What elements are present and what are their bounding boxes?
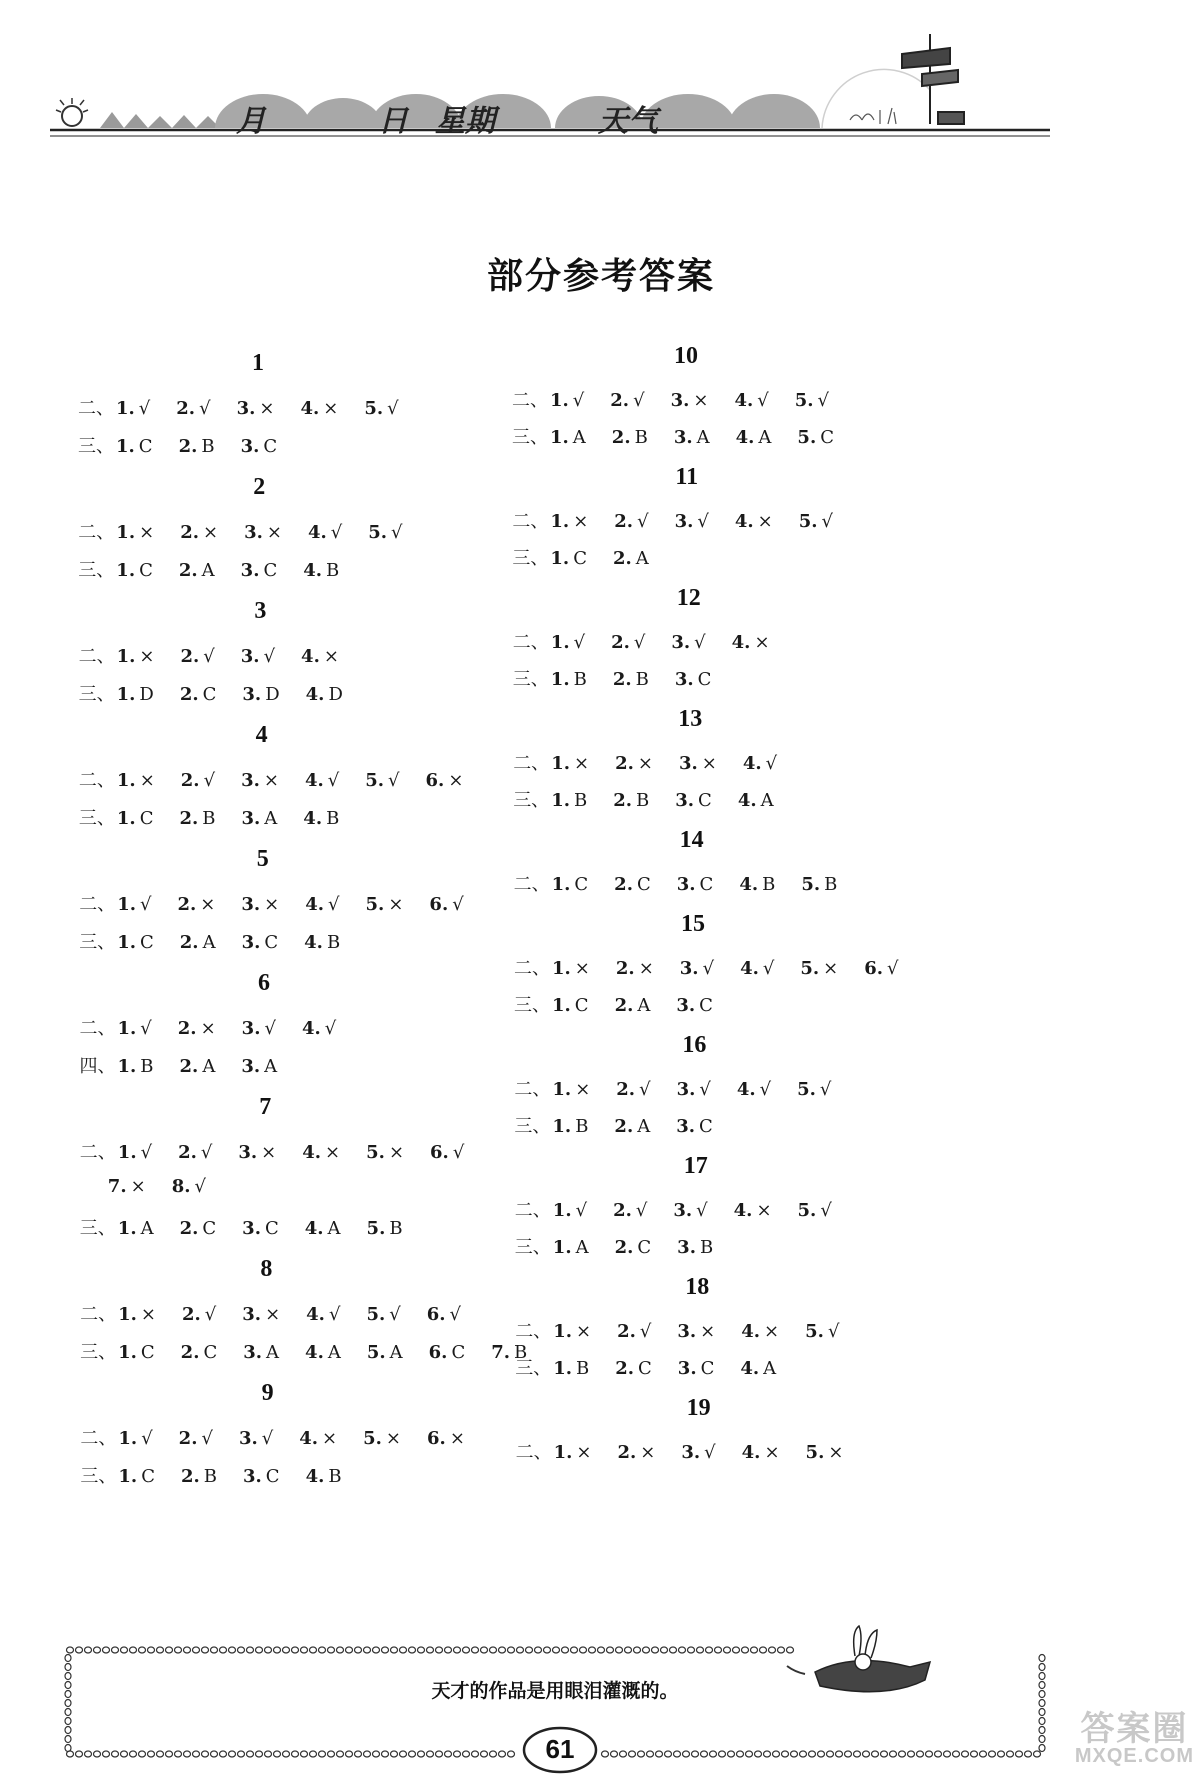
answer-item: 5. √	[805, 1321, 840, 1342]
answer-item: 3. C	[240, 436, 278, 457]
answer-line	[80, 1338, 553, 1364]
answer-item: 3. B	[677, 1237, 714, 1258]
answer-item: 2. ×	[617, 1442, 656, 1463]
section-number: 3	[254, 598, 267, 624]
answer-item: 2. C	[179, 1218, 217, 1239]
answer-item: 2. √	[613, 1200, 648, 1221]
section-number: 10	[674, 343, 698, 369]
answer-item: 5. √	[797, 1079, 832, 1100]
day-label: 日	[378, 104, 408, 139]
answer-item: 4. B	[303, 808, 340, 829]
answer-line	[515, 1233, 739, 1259]
answer-item: 3. √	[673, 1200, 708, 1221]
question-part-label: 三、	[80, 1466, 117, 1487]
answer-item: 4. √	[304, 770, 340, 791]
answer-line	[512, 507, 859, 533]
answer-item: 3. D	[242, 684, 280, 705]
answer-item: 5. B	[366, 1218, 403, 1239]
watermark	[1075, 1712, 1194, 1766]
answer-item: 2. C	[614, 1237, 652, 1258]
page-number: 61	[545, 1734, 575, 1764]
question-part-label: 三、	[79, 932, 116, 953]
answer-item: 4. ×	[741, 1321, 780, 1342]
answer-item: 3. A	[241, 808, 278, 829]
answer-item: 2. √	[180, 646, 215, 667]
question-part-label: 三、	[512, 427, 548, 448]
question-part-label: 三、	[78, 436, 114, 457]
answer-item: 3. A	[243, 1342, 280, 1363]
answer-item: 4. B	[304, 932, 341, 953]
question-part-label: 二、	[515, 1442, 552, 1463]
section-number: 4	[255, 722, 268, 748]
answer-line	[80, 1138, 491, 1164]
answer-line	[80, 1300, 487, 1326]
answer-item: 3. √	[671, 632, 706, 653]
answer-item: 1. B	[551, 790, 588, 811]
question-part-label: 二、	[78, 522, 115, 543]
answer-item: 3. C	[242, 1218, 279, 1239]
answer-item: 4. √	[307, 522, 343, 543]
answer-item: 2. ×	[615, 753, 653, 774]
answer-item: 2. ×	[177, 894, 216, 915]
answer-item: 7. B	[491, 1342, 528, 1363]
question-part-label: 三、	[79, 1218, 116, 1239]
answer-item: 3. C	[241, 932, 279, 953]
answer-item: 2. C	[179, 684, 217, 705]
answer-item: 5. ×	[800, 958, 839, 979]
section-number: 19	[686, 1395, 711, 1421]
answer-item: 1. B	[550, 669, 587, 690]
answer-item: 1. ×	[551, 753, 590, 774]
question-part-label: 二、	[512, 632, 549, 653]
answer-item: 3. ×	[238, 1142, 277, 1163]
answer-item: 2. A	[179, 932, 216, 953]
question-part-label: 二、	[512, 511, 549, 532]
answer-line	[513, 749, 803, 775]
answer-item: 7. ×	[107, 1176, 146, 1197]
answer-item: 2. B	[180, 1466, 217, 1487]
answer-item: 1. C	[118, 1466, 155, 1487]
section-number: 5	[256, 846, 269, 872]
answer-line	[80, 1052, 304, 1078]
answer-item: 3. ×	[241, 770, 279, 791]
question-part-label: 二、	[514, 958, 550, 979]
answer-item: 5. √	[365, 770, 400, 791]
answer-item: 3. C	[240, 560, 278, 581]
answer-item: 3. ×	[241, 894, 280, 915]
answer-line	[79, 928, 366, 954]
answer-item: 4. ×	[300, 398, 339, 419]
answer-item: 3. ×	[244, 522, 282, 543]
answer-item: 4. A	[305, 1342, 341, 1363]
answer-item: 4. A	[737, 790, 774, 811]
answer-item: 1. B	[552, 1116, 589, 1137]
question-part-label: 二、	[513, 753, 550, 774]
answer-item: 2. √	[617, 1321, 652, 1342]
answer-item: 3. √	[241, 1018, 276, 1039]
answer-item: 1. √	[118, 1428, 153, 1449]
answer-item: 8. √	[171, 1176, 206, 1197]
answer-line	[514, 870, 864, 896]
answer-item: 2. B	[613, 790, 650, 811]
answer-item: 4. ×	[299, 1428, 338, 1449]
answer-item: 2. B	[612, 669, 649, 690]
answer-item: 2. C	[614, 874, 651, 895]
answer-item: 1. ×	[116, 522, 155, 543]
answer-line	[78, 518, 428, 544]
answer-item: 1. C	[116, 808, 154, 829]
answer-item: 1. ×	[552, 1079, 591, 1100]
answer-line	[514, 954, 925, 980]
question-part-label: 三、	[513, 790, 550, 811]
question-part-label: 三、	[514, 1116, 551, 1137]
answer-item: 4. √	[742, 753, 778, 774]
answer-item: 2. √	[180, 770, 216, 791]
question-part-label: 三、	[514, 995, 550, 1016]
answer-item: 1. √	[117, 1142, 153, 1163]
answer-item: 5. ×	[366, 1142, 405, 1163]
answer-item: 2. B	[179, 808, 216, 829]
answer-item: 1. C	[551, 874, 589, 895]
answer-line	[108, 1176, 232, 1197]
answer-item: 5. ×	[365, 894, 404, 915]
section-number: 11	[675, 464, 699, 490]
answer-line	[513, 665, 738, 691]
answer-item: 1. √	[550, 632, 586, 653]
answer-item: 5. A	[366, 1342, 403, 1363]
answer-item: 2. √	[178, 1142, 213, 1163]
answer-item: 3. ×	[236, 398, 275, 419]
answer-item: 3. C	[676, 995, 713, 1016]
answer-item: 2. √	[611, 632, 646, 653]
question-part-label: 四、	[79, 1056, 116, 1077]
answer-item: 1. D	[116, 684, 154, 705]
section-number: 14	[679, 827, 704, 853]
answer-line	[79, 890, 490, 916]
answer-item: 1. ×	[553, 1321, 592, 1342]
answer-line	[512, 544, 674, 570]
answer-line	[79, 642, 365, 668]
answer-item: 6. ×	[425, 770, 464, 791]
answer-item: 2. √	[176, 398, 211, 419]
answer-line	[516, 1438, 870, 1464]
answer-line	[515, 1354, 802, 1380]
answer-item: 5. √	[797, 1200, 832, 1221]
answer-item: 3. √	[679, 958, 715, 979]
header-decoration	[50, 20, 1050, 160]
answer-item: 5. ×	[363, 1428, 402, 1449]
answer-item: 5. C	[797, 427, 834, 448]
answer-item: 1. B	[117, 1056, 154, 1077]
answer-line	[513, 786, 799, 812]
watermark-logo-text: 答案圈	[1080, 1710, 1189, 1748]
answer-item: 3. ×	[242, 1304, 281, 1325]
answer-item: 3. C	[676, 874, 714, 895]
answer-item: 2. A	[179, 1056, 216, 1077]
answer-line	[80, 1214, 429, 1240]
answer-item: 2. ×	[177, 1018, 216, 1039]
answer-item: 6. √	[426, 1304, 461, 1325]
section-number: 16	[682, 1032, 707, 1058]
answer-item: 2. ×	[615, 958, 654, 979]
answer-item: 4. A	[735, 427, 772, 448]
answer-item: 5. √	[366, 1304, 401, 1325]
answer-item: 4. B	[739, 874, 776, 895]
question-part-label: 二、	[79, 1142, 116, 1163]
answer-line	[78, 432, 303, 458]
section-number: 18	[685, 1274, 710, 1300]
answer-item: 6. C	[428, 1342, 466, 1363]
answer-item: 1. ×	[553, 1442, 592, 1463]
question-part-label: 二、	[78, 398, 114, 419]
answer-item: 4. ×	[301, 646, 339, 667]
answer-item: 1. A	[117, 1218, 154, 1239]
question-part-label: 三、	[80, 1342, 117, 1363]
answer-item: 4. B	[305, 1466, 342, 1487]
answer-line	[79, 680, 369, 706]
answer-item: 3. √	[238, 1428, 274, 1449]
section-number: 8	[260, 1256, 273, 1282]
section-number: 1	[252, 350, 264, 376]
answer-item: 6. √	[430, 1142, 465, 1163]
question-part-label: 二、	[79, 1018, 116, 1039]
answer-line	[513, 628, 796, 654]
answer-item: 1. C	[550, 548, 587, 569]
question-part-label: 二、	[80, 1428, 117, 1449]
answer-item: 3. √	[674, 511, 709, 532]
answer-item: 3. C	[675, 790, 712, 811]
answer-line	[80, 1424, 491, 1450]
answer-item: 6. √	[429, 894, 464, 915]
answer-item: 5. ×	[805, 1442, 844, 1463]
answer-line	[80, 1014, 363, 1040]
answer-item: 4. ×	[302, 1142, 341, 1163]
answer-item: 3. √	[681, 1442, 716, 1463]
answer-item: 4. B	[303, 560, 340, 581]
answer-item: 5. √	[368, 522, 403, 543]
answer-item: 2. A	[614, 995, 651, 1016]
signpost-icon	[902, 34, 964, 124]
motto-text: 天才的作品是用眼泪灌溉的。	[431, 1680, 679, 1702]
section-number: 12	[676, 585, 701, 611]
answer-item: 4. √	[736, 1079, 772, 1100]
answer-item: 1. √	[116, 398, 151, 419]
answer-item: 1. A	[552, 1237, 589, 1258]
section-number: 13	[678, 706, 703, 732]
answer-item: 1. C	[552, 995, 589, 1016]
answer-item: 5. √	[798, 511, 834, 532]
answer-item: 4. A	[304, 1218, 341, 1239]
section-number: 2	[253, 474, 266, 500]
page-title: 部分参考答案	[486, 256, 715, 297]
answer-item: 1. A	[550, 427, 586, 448]
answer-item: 1. ×	[116, 646, 155, 667]
answer-item: 2. C	[615, 1358, 652, 1379]
section-number: 7	[259, 1094, 272, 1120]
answer-item: 2. B	[611, 427, 648, 448]
answer-line	[78, 556, 365, 582]
answer-item: 2. √	[610, 390, 645, 411]
answer-item: 2. √	[616, 1079, 651, 1100]
answer-item: 1. √	[552, 1200, 588, 1221]
answer-item: 4. ×	[733, 1200, 772, 1221]
answer-item: 4. √	[740, 958, 775, 979]
answer-item: 2. A	[612, 548, 649, 569]
answer-item: 3. C	[243, 1466, 280, 1487]
answer-item: 1. ×	[118, 1304, 156, 1325]
question-part-label: 三、	[78, 684, 115, 705]
answer-item: 3. A	[673, 427, 710, 448]
answer-line	[512, 423, 860, 449]
answer-item: 4. √	[734, 390, 769, 411]
answer-item: 1. B	[553, 1358, 590, 1379]
answer-line	[79, 766, 490, 792]
answer-item: 3. C	[676, 1116, 713, 1137]
answer-line	[78, 394, 425, 420]
question-part-label: 三、	[512, 669, 549, 690]
answer-line	[515, 1196, 858, 1222]
question-part-label: 二、	[514, 1079, 551, 1100]
answer-item: 3. A	[241, 1056, 278, 1077]
answer-item: 4. D	[305, 684, 343, 705]
weather-label: 天气	[598, 104, 658, 139]
month-label: 月	[236, 104, 266, 139]
question-part-label: 二、	[513, 874, 550, 895]
answer-item: 2. A	[178, 560, 215, 581]
question-part-label: 二、	[514, 1200, 551, 1221]
weekday-label: 星期	[435, 104, 495, 139]
answer-item: 3. √	[240, 646, 276, 667]
answer-item: 1. √	[550, 390, 585, 411]
answer-item: 2. √	[181, 1304, 217, 1325]
question-part-label: 二、	[512, 390, 548, 411]
answer-item: 5. √	[794, 390, 830, 411]
answer-item: 3. ×	[678, 753, 717, 774]
answer-line	[514, 1112, 738, 1138]
page-header-band	[50, 20, 1050, 160]
answer-item: 6. ×	[427, 1428, 465, 1449]
section-number: 6	[258, 970, 270, 996]
answer-item: 3. ×	[670, 390, 709, 411]
question-part-label: 三、	[78, 808, 115, 829]
answer-item: 1. C	[116, 436, 153, 457]
question-part-label: 三、	[78, 560, 115, 581]
question-part-label: 三、	[512, 548, 549, 569]
answer-line	[514, 1075, 857, 1101]
answer-item: 1. C	[118, 1342, 155, 1363]
question-part-label: 二、	[78, 770, 115, 791]
answer-item: 3. √	[676, 1079, 711, 1100]
answer-item: 3. ×	[677, 1321, 716, 1342]
answer-item: 5. B	[801, 874, 838, 895]
answer-line	[515, 1317, 865, 1343]
answer-item: 4. ×	[731, 632, 770, 653]
question-part-label: 三、	[515, 1358, 552, 1379]
answer-item: 1. ×	[550, 511, 589, 532]
answer-line	[79, 804, 365, 830]
sun-icon	[56, 98, 88, 126]
answer-line	[512, 386, 855, 412]
answer-item: 4. √	[305, 894, 340, 915]
answer-line	[514, 991, 739, 1017]
question-part-label: 二、	[80, 1304, 117, 1325]
section-number: 9	[261, 1380, 274, 1406]
answer-item: 4. √	[301, 1018, 337, 1039]
page-footer	[60, 1622, 1050, 1782]
answer-item: 1. √	[117, 1018, 152, 1039]
answer-item: 2. C	[180, 1342, 218, 1363]
answer-item: 4. √	[306, 1304, 341, 1325]
answer-line	[80, 1462, 367, 1488]
answer-item: 6. √	[864, 958, 899, 979]
answer-item: 2. ×	[180, 522, 219, 543]
answer-item: 1. ×	[552, 958, 590, 979]
watermark-url: MXQE.COM	[1074, 1745, 1194, 1767]
answer-item: 2. B	[178, 436, 215, 457]
answer-item: 1. ×	[116, 770, 155, 791]
answer-item: 1. C	[116, 560, 153, 581]
answer-item: 2. A	[614, 1116, 651, 1137]
question-part-label: 二、	[78, 646, 115, 667]
section-number: 15	[681, 911, 705, 937]
answer-item: 3. C	[677, 1358, 715, 1379]
answer-item: 1. C	[117, 932, 154, 953]
answer-item: 4. A	[740, 1358, 777, 1379]
question-part-label: 三、	[514, 1237, 551, 1258]
question-part-label: 二、	[79, 894, 116, 915]
answer-item: 1. √	[117, 894, 152, 915]
answer-item: 4. ×	[734, 511, 773, 532]
answer-item: 5. √	[364, 398, 399, 419]
answer-item: 2. √	[614, 511, 649, 532]
answer-item: 2. √	[178, 1428, 213, 1449]
answer-item: 3. C	[674, 669, 712, 690]
section-number: 17	[683, 1153, 708, 1179]
answer-item: 4. ×	[741, 1442, 780, 1463]
question-part-label: 二、	[515, 1321, 552, 1342]
